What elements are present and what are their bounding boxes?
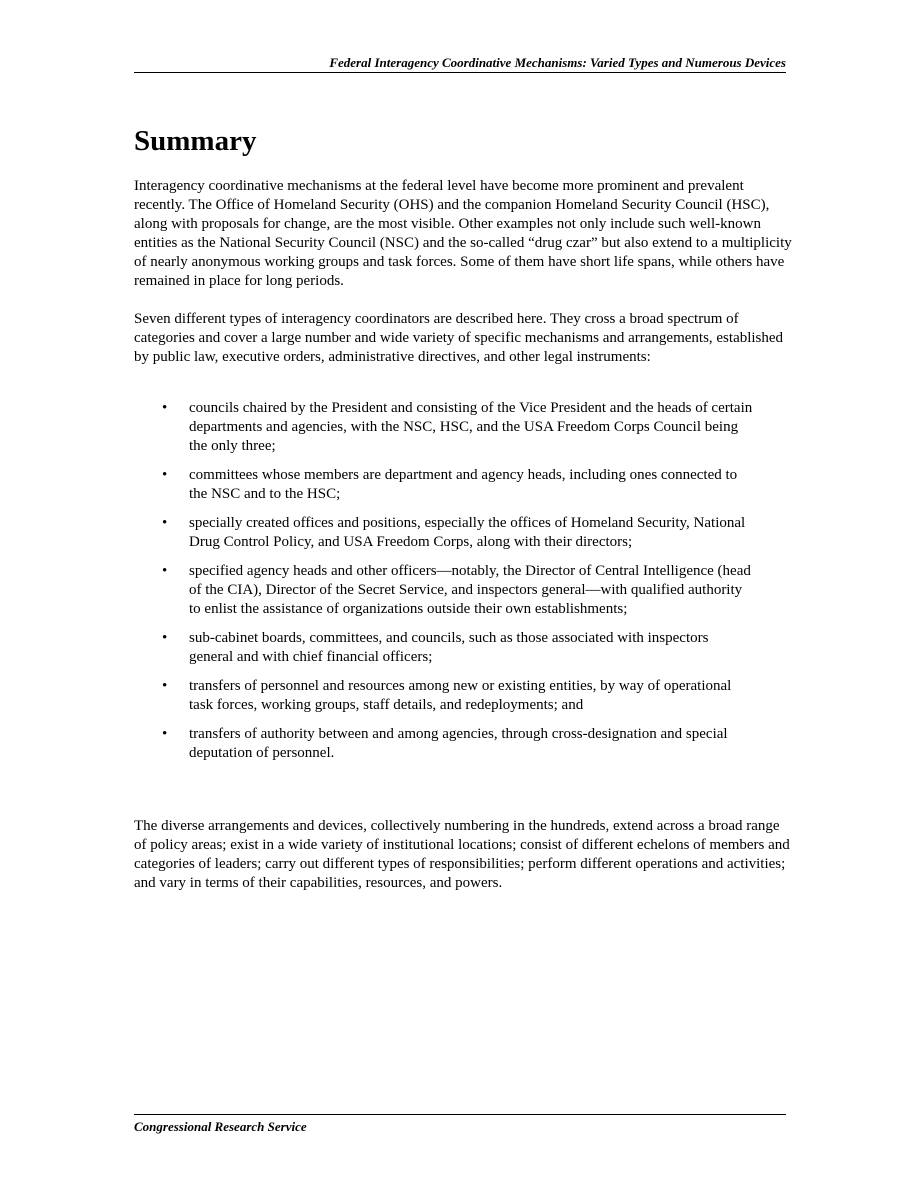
list-item — [134, 562, 754, 619]
list-item-text: transfers of personnel and resources among new or existing entities, by way of operational task forces, working groups, staff details, and redeployments; and — [189, 678, 732, 713]
list-item — [134, 629, 754, 667]
list-item — [134, 466, 754, 504]
list-item-text: sub-cabinet boards, committees, and councils, such as those associated with inspectors general and with chief financial officers; — [189, 630, 709, 665]
list-item — [134, 725, 754, 763]
bullet-icon: • — [162, 515, 168, 531]
list-item-text: specially created offices and positions, especially the offices of Homeland Security, National Drug Control Policy, and USA Freedom Corps, along with their directors; — [189, 515, 746, 550]
bullet-icon: • — [162, 400, 168, 416]
list-item — [134, 514, 754, 552]
list-item-text: councils chaired by the President and consisting of the Vice President and the heads of certain departments and agencies, with the NSC, HSC, and the USA Freedom Corps Council being the only three; — [189, 400, 753, 454]
list-item-text: specified agency heads and other officers—notably, the Director of Central Intelligence (head of the CIA), Director of the Secret Service, and inspectors general—with qualified authority to enlist the assistance of organizations outside their own establishments; — [189, 563, 751, 617]
bullet-icon: • — [162, 678, 168, 694]
footer-rule — [134, 1114, 786, 1115]
list-item — [134, 399, 754, 456]
bullet-icon: • — [162, 563, 168, 579]
summary-paragraph-2: Seven different types of interagency coordinators are described here. They cross a broad spectrum of categories and cover a large number and wide variety of specific mechanisms and arrangements, established by public law, executive orders, administrative directives, and other legal instruments: — [134, 311, 784, 365]
bullet-icon: • — [162, 726, 168, 742]
summary-paragraph-1: Interagency coordinative mechanisms at the federal level have become more prominent and prevalent recently. The Office of Homeland Security (OHS) and the companion Homeland Security Council (HSC), along with proposals for change, are the most visible. Other examples not only include such well-known entities as the National Security Council (NSC) and the so-called “drug czar” but also extend to a multiplicity of nearly anonymous working groups and task forces. Some of them have short life spans, while others have remained in place for long periods. — [134, 178, 792, 289]
bullet-icon: • — [162, 467, 168, 483]
list-item-text: committees whose members are department and agency heads, including ones connected to the NSC and to the HSC; — [189, 467, 738, 502]
list-item-text: transfers of authority between and among agencies, through cross-designation and special deputation of personnel. — [189, 726, 728, 761]
header-rule — [134, 72, 786, 73]
section-heading: Summary — [134, 125, 257, 157]
coordinator-types-list — [134, 399, 754, 773]
bullet-icon: • — [162, 630, 168, 646]
summary-paragraph-3: The diverse arrangements and devices, collectively numbering in the hundreds, extend across a broad range of policy areas; exist in a wide variety of institutional locations; consist of different echelons of members and categories of leaders; carry out different types of responsibilities; perform different operations and activities; and vary in terms of their capabilities, resources, and powers. — [134, 818, 790, 891]
footer-source: Congressional Research Service — [134, 1119, 307, 1134]
list-item — [134, 677, 754, 715]
running-header-title: Federal Interagency Coordinative Mechanisms: Varied Types and Numerous Devices — [329, 55, 786, 70]
